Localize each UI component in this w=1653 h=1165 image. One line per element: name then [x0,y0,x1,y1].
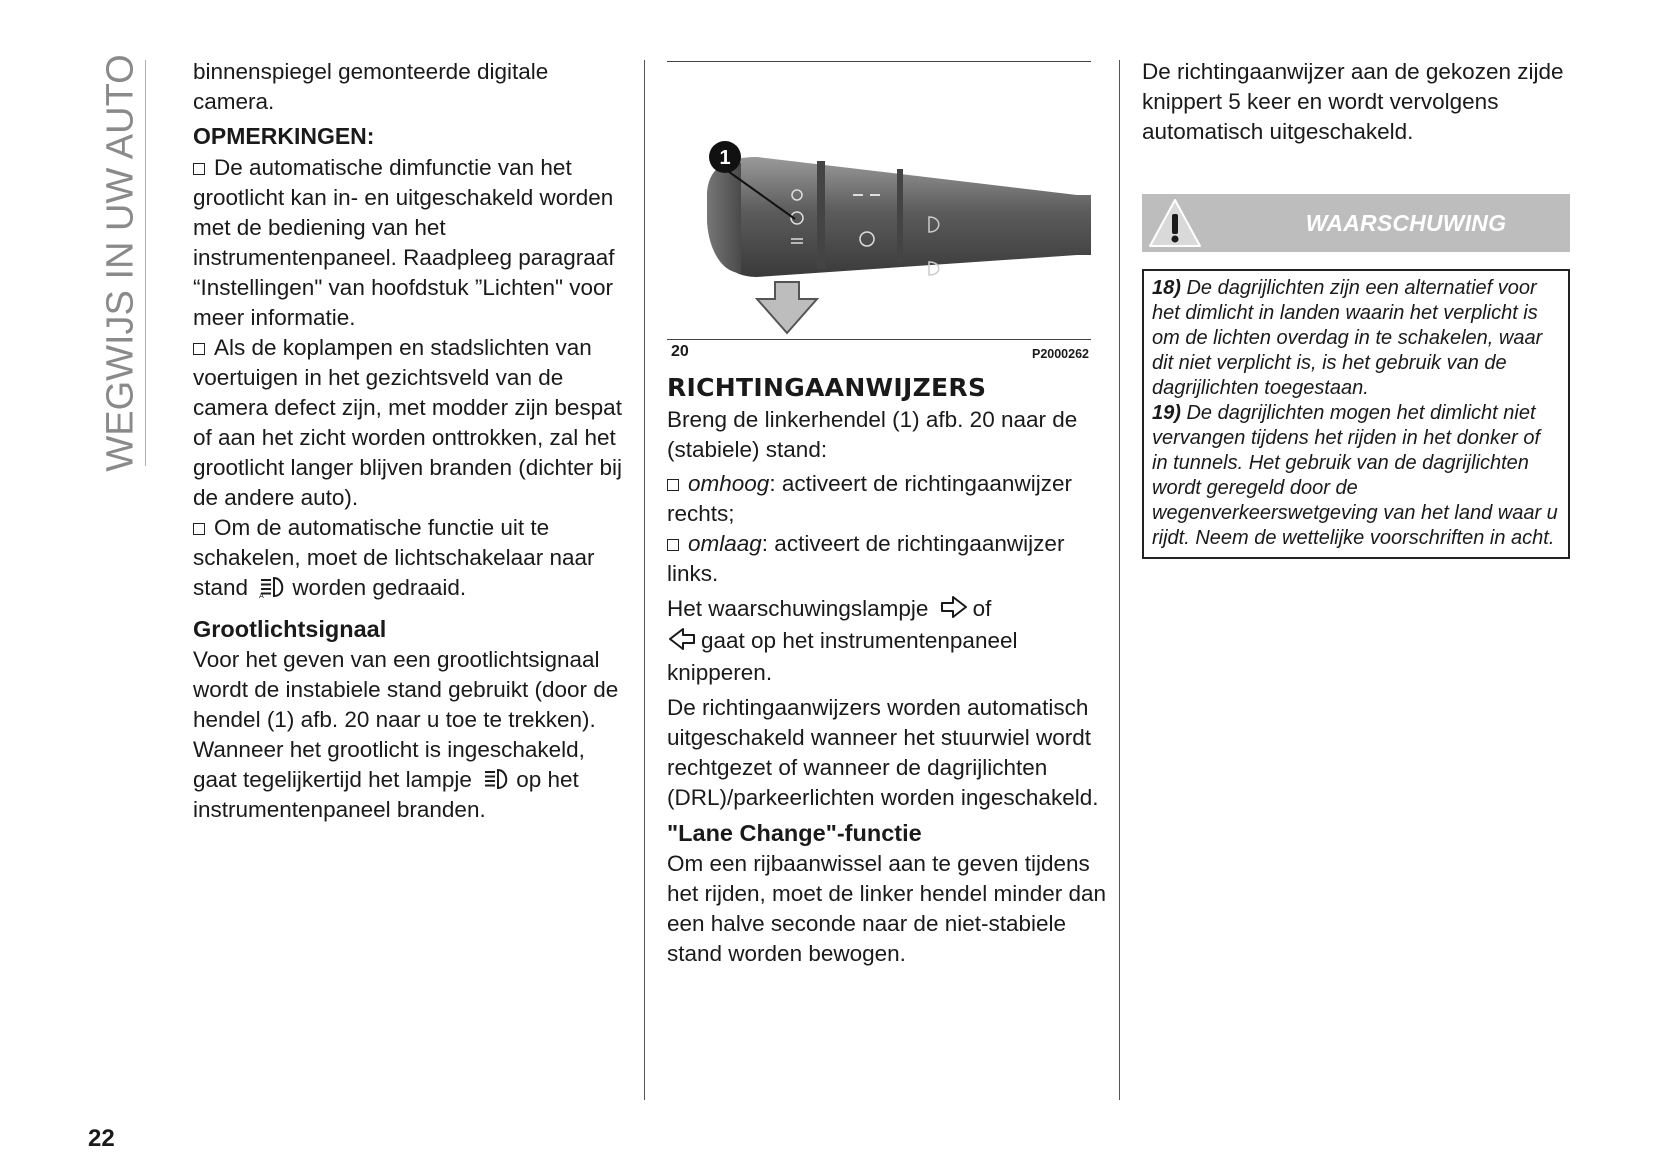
turn-left-arrow-icon [667,626,697,652]
checkbox-bullet-icon [667,539,679,551]
item-text: : activeert de richtingaanwijzer rechts; [667,471,1072,526]
column-3 [1142,57,1572,559]
item-emphasis: omhoog [688,471,770,496]
note-text: Om de automatische functie uit te schakelen, moet de lichtschakelaar naar stand [193,515,595,600]
warning-item [1152,401,1560,551]
note-text: Als de koplampen en stadslichten van voertuigen in het gezichtsveld van de camera defect zijn, met modder zijn bespat of aan het zicht worden onttrokken, zal het grootlicht langer blijven branden (dichter bij de andere auto). [193,335,622,510]
checkbox-bullet-icon [193,163,205,175]
column-1 [193,57,623,825]
column-divider-1 [644,60,645,1100]
figure-bottom-rule [667,339,1091,340]
warning-header [1142,194,1570,252]
high-beam-icon [482,767,512,791]
subheading-grootlichtsignaal: Grootlichtsignaal [193,616,387,642]
item-text: : activeert de richtingaanwijzer links. [667,531,1065,586]
figure-code: P2000262 [1031,347,1089,361]
warning-box [1142,269,1570,559]
section-heading-richtingaanwijzers: RICHTINGAANWIJZERS [667,373,987,402]
ring-divider [817,161,825,269]
subheading-lane-change: "Lane Change"-functie [667,820,922,846]
column-2 [667,57,1107,969]
checkbox-bullet-icon [193,343,205,355]
stalk-tip [707,163,741,273]
column-divider-2 [1119,60,1120,1100]
lever-illustration [667,77,1091,337]
warning-item [1152,276,1560,401]
warning-text: De dagrijlichten mogen het dimlicht niet vervangen tijdens het rijden in het donker of in tunnels. Het gebruik van de dagrijlichten wordt geregeld door de wegenverkeerswetgeving van het land waar u rijdt. Neem de wettelijke voorschriften in acht. [1152,402,1558,549]
paragraph-blink: De richtingaanwijzer aan de gekozen zijde knippert 5 keer en wordt vervolgens automatisch uitgeschakeld. [1142,59,1564,144]
callout-number: 1 [719,147,731,169]
paragraph-camera: binnenspiegel gemonteerde digitale camera. [193,59,549,114]
figure-number: 20 [671,343,689,360]
turn-right-arrow-icon [939,594,969,620]
warning-text: De dagrijlichten zijn een alternatief voor het dimlicht in landen waarin het verplicht is om de lichten overdag in te schakelen, waar dit niet verplicht is, is het gebruik van de dagrijlichten toegestaan. [1152,277,1543,399]
ring-divider [897,169,903,263]
chapter-side-title-text: WEGWIJS IN UW AUTO [99,54,142,472]
page-number: 22 [88,1125,115,1152]
down-arrow-icon [757,282,817,333]
checkbox-bullet-icon [667,479,679,491]
paragraph-lamp [667,593,1107,689]
warning-triangle-icon [1146,194,1204,252]
lamp-of: of [972,596,992,621]
paragraph-grootlichtsignaal [193,645,623,825]
chapter-side-title [99,54,142,472]
auto-high-beam-icon [258,575,288,599]
lamp-text: Het waarschuwingslampje [667,596,929,621]
notes-heading: OPMERKINGEN: [193,123,375,149]
paragraph-intro: Breng de linkerhendel (1) afb. 20 naar de (stabiele) stand: [667,407,1078,462]
warning-title: WAARSCHUWING [1305,210,1507,236]
figure-top-rule [667,61,1091,62]
checkbox-bullet-icon [193,523,205,535]
note-item [193,153,623,333]
note-text-end: worden gedraaid. [292,575,467,600]
side-title-rule [145,60,146,466]
item-emphasis: omlaag [688,531,762,556]
body-text-end: op het instrumentenpaneel branden. [193,767,579,822]
paragraph-lane-change: Om een rijbaanwissel aan te geven tijdens het rijden, moet de linker hendel minder dan een halve seconde naar de niet-stabiele stand worden bewogen. [667,851,1107,966]
lamp-text-end: gaat op het instrumentenpaneel knipperen. [667,628,1018,685]
note-text: De automatische dimfunctie van het grootlicht kan in- en uitgeschakeld worden met de bediening van het instrumentenpaneel. Raadpleeg paragraaf “Instellingen" van hoofdstuk ”Lichten" voor meer informatie. [193,155,615,330]
figure-stalk [667,57,1091,361]
warning-number: 19) [1152,402,1181,424]
body-text: Voor het geven van een grootlichtsignaal wordt de instabiele stand gebruikt (door de hendel (1) afb. 20 naar u toe te trekken). Wanneer het grootlicht is ingeschakeld, gaat tegelijkertijd het lampje [193,647,619,792]
svg-text:A: A [259,592,265,599]
note-item [193,333,623,513]
list-item [667,469,1107,529]
list-item [667,529,1107,589]
paragraph-auto-off: De richtingaanwijzers worden automatisch uitgeschakeld wanneer het stuurwiel wordt rechtgezet of wanneer de dagrijlichten (DRL)/parkeerlichten worden ingeschakeld. [667,695,1099,810]
warning-number: 18) [1152,277,1181,299]
note-item [193,513,623,603]
